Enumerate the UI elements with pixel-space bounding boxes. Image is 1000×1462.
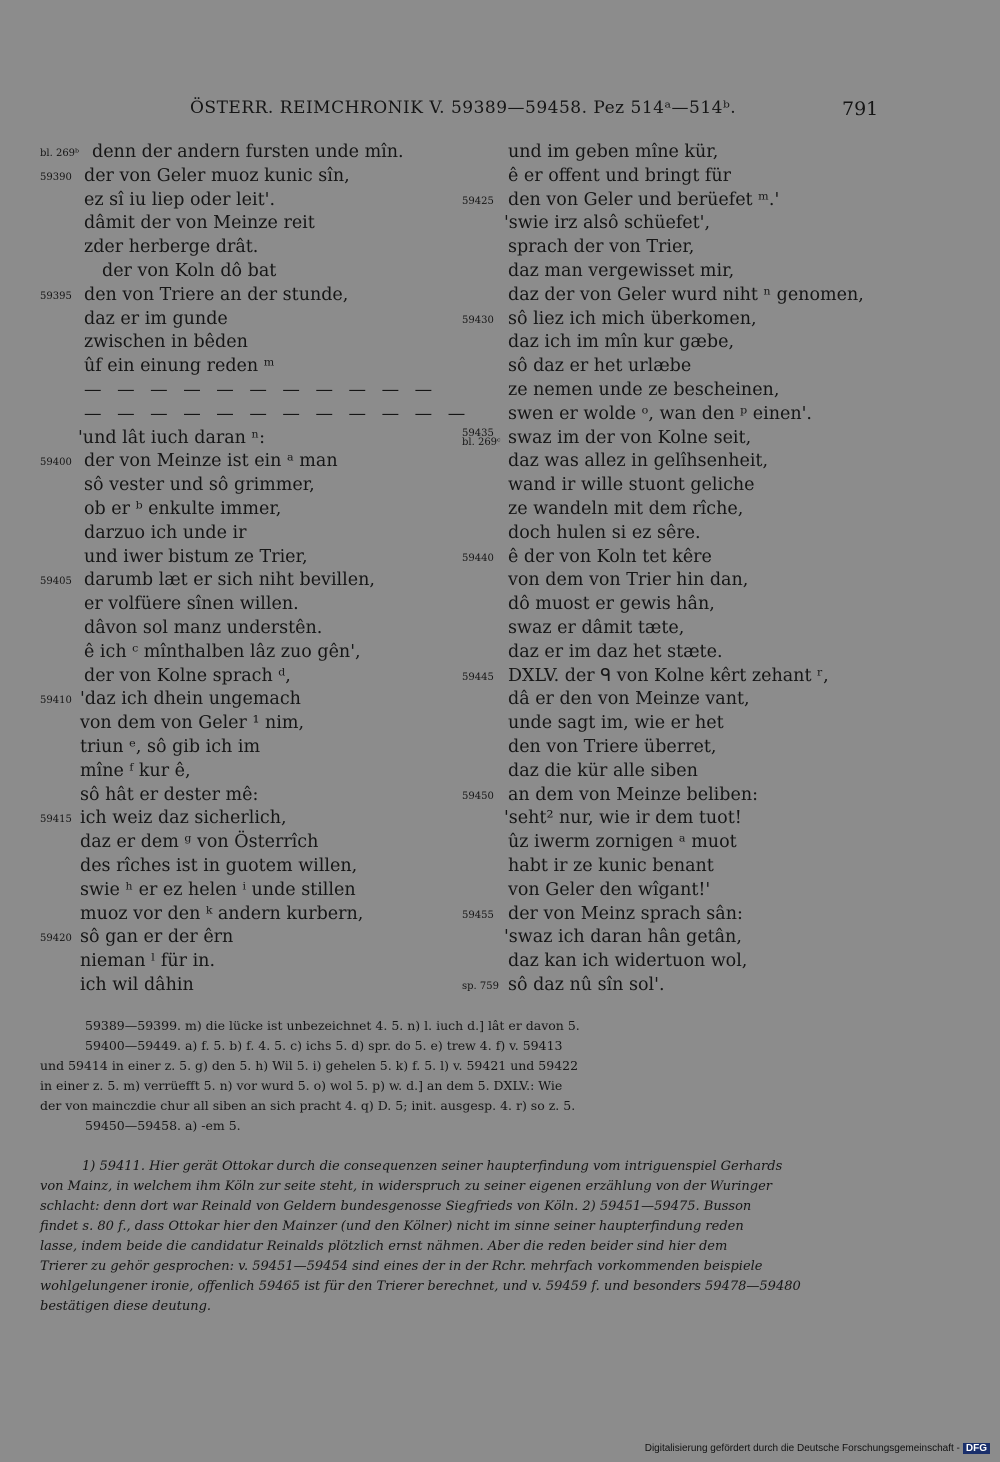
verse-text: 'daz ich dhein ungemach — [80, 689, 301, 710]
line-number: 59430 — [462, 314, 494, 326]
verse-text: 'swaz ich daran hân getân, — [504, 927, 742, 948]
verse-line — [462, 379, 892, 403]
verse-line — [462, 831, 892, 855]
verse-text: von dem von Geler ¹ nim, — [80, 713, 305, 734]
verse-line — [462, 807, 892, 831]
verse-line — [40, 522, 460, 546]
verse-line — [40, 212, 460, 236]
verse-text: ê ich ᶜ mînthalben lâz zuo gên', — [84, 641, 361, 662]
verse-line — [462, 450, 892, 474]
verse-line — [40, 403, 471, 427]
verse-line — [40, 831, 460, 855]
verse-line — [40, 236, 460, 260]
verse-text: sô liez ich mich überkomen, — [508, 308, 757, 329]
line-number: 59455 — [462, 909, 494, 921]
verse-text: daz die kür alle siben — [508, 760, 698, 781]
verse-text: der von Meinze ist ein ᵃ man — [84, 451, 338, 472]
verse-text: daz was allez in gelîhsenheit, — [508, 451, 769, 472]
verse-line — [462, 641, 892, 665]
verse-line — [40, 879, 460, 903]
line-number: 59445 — [462, 671, 494, 683]
verse-text: daz er im daz het stæte. — [508, 641, 723, 662]
verse-text: ûf ein einung reden ᵐ — [84, 356, 275, 377]
verse-text: daz der von Geler wurd niht ⁿ genomen, — [508, 284, 864, 305]
apparatus-line: in einer z. 5. m) verrüefft 5. n) vor wurd 5. o) wol 5. p) w. d.] an dem 5. DXLV.: Wie — [40, 1078, 563, 1093]
verse-line — [40, 641, 460, 665]
line-number: 59400 — [40, 457, 72, 469]
verse-text: sô daz er het urlæbe — [508, 356, 692, 377]
verse-line — [462, 308, 892, 332]
page-number: 791 — [842, 98, 879, 120]
verse-text: 'swie irz alsô schüefet', — [504, 213, 711, 234]
verse-line — [40, 308, 460, 332]
verse-line — [40, 450, 460, 474]
verse-text: daz man vergewisset mir, — [508, 260, 735, 281]
line-number: 59435 bl. 269ᶜ — [462, 427, 501, 448]
verse-line — [462, 760, 892, 784]
verse-line — [40, 189, 460, 213]
apparatus-line: 59389—59399. m) die lücke ist unbezeichnet 4. 5. n) l. iuch d.] lât er davon 5. — [85, 1018, 580, 1033]
verse-text: ûz iwerm zornigen ᵃ muot — [508, 832, 737, 853]
note-line: findet s. 80 f., dass Ottokar hier den Mainzer (und den Kölner) nicht im sinne seiner haupterfindung reden — [40, 1219, 744, 1234]
apparatus-line: und 59414 in einer z. 5. g) den 5. h) Wil 5. i) gehelen 5. k) f. 5. l) v. 59421 und 59422 — [40, 1058, 579, 1073]
verse-line — [462, 260, 892, 284]
verse-line — [40, 498, 460, 522]
verse-text: ob er ᵇ enkulte immer, — [84, 498, 282, 519]
line-number: 59420 — [40, 933, 72, 945]
verse-line — [40, 284, 460, 308]
verse-text: den von Triere überret, — [508, 736, 717, 757]
verse-line — [462, 355, 892, 379]
verse-text: von dem von Trier hin dan, — [508, 570, 749, 591]
verse-line — [40, 379, 460, 403]
verse-text: dâmit der von Meinze reit — [84, 213, 315, 234]
verse-text: ê der von Koln tet kêre — [508, 546, 712, 567]
verse-line — [40, 807, 460, 831]
verse-line — [40, 355, 460, 379]
verse-line — [40, 903, 460, 927]
verse-text: darzuo ich unde ir — [84, 522, 247, 543]
verse-line — [40, 474, 460, 498]
verse-line — [462, 903, 892, 927]
verse-text: daz ich im mîn kur gæbe, — [508, 332, 735, 353]
verse-line — [40, 617, 460, 641]
verse-text: — — — — — — — — — — — — [84, 379, 438, 400]
folio-mark: bl. 269ᶜ — [462, 436, 501, 448]
verse-text: von Geler den wîgant!' — [508, 879, 711, 900]
verse-line — [462, 855, 892, 879]
line-number: 59440 — [462, 552, 494, 564]
verse-text: ez sî iu liep oder leit'. — [84, 189, 276, 210]
digitization-footer — [645, 1443, 990, 1454]
line-number: 59390 — [40, 171, 72, 183]
verse-line — [40, 736, 460, 760]
verse-text: mîne ᶠ kur ê, — [80, 760, 191, 781]
line-number: sp. 759 — [462, 980, 499, 992]
verse-text: daz er dem ᵍ von Österrîch — [80, 832, 319, 853]
verse-line — [40, 569, 460, 593]
apparatus-line: der von mainczdie chur all siben an sich pracht 4. q) D. 5; init. ausgesp. 4. r) so z. 5. — [40, 1098, 576, 1113]
note-line: lasse, indem beide die candidatur Reinalds plötzlich ernst nähmen. Aber die reden beider sind hier dem — [40, 1239, 728, 1254]
verse-line — [462, 284, 892, 308]
verse-line — [40, 427, 460, 451]
verse-line — [462, 784, 892, 808]
verse-text: an dem von Meinze beliben: — [508, 784, 758, 805]
verse-text: triun ᵉ, sô gib ich im — [80, 736, 261, 757]
note-line: schlacht: denn dort war Reinald von Geldern bundesgenosse Siegfrieds von Köln. 2) 59451—59475. Busson — [40, 1199, 752, 1214]
verse-text: dô muost er gewis hân, — [508, 594, 715, 615]
explanatory-notes — [40, 1157, 870, 1317]
verse-text: swaz er dâmit tæte, — [508, 617, 685, 638]
line-number: 59405 — [40, 576, 72, 588]
verse-column-left — [40, 141, 471, 998]
verse-text: der von Meinz sprach sân: — [508, 903, 743, 924]
verse-line — [40, 593, 460, 617]
verse-text: unde sagt im, wie er het — [508, 713, 724, 734]
running-header: ÖSTERR. REIMCHRONIK V. 59389—59458. Pez 514ᵃ—514ᵇ. — [190, 98, 737, 118]
verse-text: und iwer bistum ze Trier, — [84, 546, 308, 567]
verse-line — [40, 950, 460, 974]
apparatus-line: 59400—59449. a) f. 5. b) f. 4. 5. c) ichs 5. d) spr. do 5. e) trew 4. f) v. 59413 — [85, 1038, 563, 1053]
verse-line — [462, 712, 892, 736]
verse-column-right — [462, 141, 892, 998]
verse-line — [40, 784, 460, 808]
verse-text: er volfüere sînen willen. — [84, 594, 299, 615]
verse-text: darumb læt er sich niht bevillen, — [84, 570, 375, 591]
verse-line — [462, 736, 892, 760]
line-number: 59450 — [462, 790, 494, 802]
verse-text: swen er wolde ᵒ, wan den ᵖ einen'. — [508, 403, 812, 424]
verse-text: swaz im der von Kolne seit, — [508, 427, 752, 448]
verse-text: sô hât er dester mê: — [80, 784, 259, 805]
apparatus-line: 59450—59458. a) -em 5. — [85, 1118, 241, 1133]
verse-line — [462, 569, 892, 593]
note-line: wohlgelungener ironie, offenlich 59465 ist für den Trierer berechnet, und v. 59459 f. und besonders 59478—59480 — [40, 1279, 801, 1294]
verse-line — [462, 212, 892, 236]
verse-text: ich wil dâhin — [80, 974, 194, 995]
verse-line — [462, 617, 892, 641]
verse-text: ich weiz daz sicherlich, — [80, 808, 287, 829]
verse-text: sô vester und sô grimmer, — [84, 475, 315, 496]
verse-line — [40, 712, 460, 736]
line-number: 59415 — [40, 814, 72, 826]
verse-text: DXLV. der ᑫ von Kolne kêrt zehant ʳ, — [508, 665, 829, 686]
verse-text: der von Kolne sprach ᵈ, — [84, 665, 291, 686]
verse-text: daz kan ich widertuon wol, — [508, 951, 748, 972]
verse-text: des rîches ist in guotem willen, — [80, 855, 358, 876]
note-line: von Mainz, in welchem ihm Köln zur seite steht, in widerspruch zu seiner eigenen erzählung von der Wuringer — [40, 1179, 772, 1194]
verse-line — [40, 260, 460, 284]
verse-line — [462, 403, 892, 427]
line-number: 59395 — [40, 290, 72, 302]
verse-line — [462, 427, 892, 451]
verse-line — [462, 474, 892, 498]
verse-line — [40, 760, 460, 784]
verse-text: und im geben mîne kür, — [508, 142, 719, 162]
line-number: bl. 269ᵇ — [40, 148, 80, 159]
verse-line — [40, 141, 460, 165]
line-number: 59425 — [462, 195, 494, 207]
verse-line — [462, 593, 892, 617]
verse-text: dâvon sol manz understên. — [84, 617, 323, 638]
verse-text: der von Koln dô bat — [102, 260, 277, 281]
verse-line — [462, 141, 892, 165]
verse-line — [462, 236, 892, 260]
verse-text: muoz vor den ᵏ andern kurbern, — [80, 903, 364, 924]
verse-text: dâ er den von Meinze vant, — [508, 689, 750, 710]
verse-line — [40, 546, 460, 570]
verse-line — [462, 331, 892, 355]
verse-text: habt ir ze kunic benant — [508, 855, 714, 876]
verse-text: sô daz nû sîn sol'. — [508, 974, 665, 995]
note-line: bestätigen diese deutung. — [40, 1299, 212, 1314]
verse-line — [40, 926, 460, 950]
verse-text: doch hulen si ez sêre. — [508, 522, 701, 543]
verse-text: sprach der von Trier, — [508, 237, 695, 258]
verse-text: den von Geler und berüefet ᵐ.' — [508, 189, 780, 210]
verse-line — [462, 688, 892, 712]
footer-text: Digitalisierung gefördert durch die Deutsche Forschungsgemeinschaft - — [644, 1443, 960, 1454]
verse-text: — — — — — — — — — — — — — [84, 403, 471, 424]
verse-text: zder herberge drât. — [84, 237, 259, 258]
verse-line — [462, 974, 892, 998]
verse-line — [40, 855, 460, 879]
verse-line — [40, 688, 460, 712]
note-line: 1) 59411. Hier gerät Ottokar durch die consequenzen seiner haupterfindung vom intriguenspiel Gerhards — [82, 1159, 783, 1174]
verse-line — [462, 498, 892, 522]
verse-text: swie ʰ er ez helen ⁱ unde stillen — [80, 879, 356, 900]
verse-text: ze wandeln mit dem rîche, — [508, 498, 744, 519]
verse-line — [462, 950, 892, 974]
verse-line — [462, 879, 892, 903]
verse-line — [40, 165, 460, 189]
critical-apparatus — [40, 1016, 870, 1136]
verse-text: denn der andern fursten unde mîn. — [92, 142, 404, 162]
verse-line — [40, 665, 460, 689]
verse-text: nieman ˡ für in. — [80, 951, 216, 972]
note-line: Trierer zu gehör gesprochen: v. 59451—59454 sind eines der in der Rchr. mehrfach vorkommenden beispiele — [40, 1259, 763, 1274]
verse-text: wand ir wille stuont geliche — [508, 475, 755, 496]
verse-text: ze nemen unde ze bescheinen, — [508, 379, 780, 400]
verse-line — [40, 331, 460, 355]
verse-line — [40, 974, 460, 998]
verse-text: 'seht² nur, wie ir dem tuot! — [504, 808, 742, 829]
line-number: 59410 — [40, 695, 72, 707]
verse-line — [462, 165, 892, 189]
verse-text: der von Geler muoz kunic sîn, — [84, 165, 350, 186]
verse-text: daz er im gunde — [84, 308, 228, 329]
verse-text: 'und lât iuch daran ⁿ: — [78, 427, 265, 448]
verse-line — [462, 189, 892, 213]
verse-text: zwischen in bêden — [84, 332, 248, 353]
verse-line — [462, 665, 892, 689]
verse-text: sô gan er der êrn — [80, 927, 234, 948]
verse-line — [462, 522, 892, 546]
verse-text: ê er offent und bringt für — [508, 165, 732, 186]
verse-line — [462, 546, 892, 570]
verse-line — [462, 926, 892, 950]
verse-text: den von Triere an der stunde, — [84, 284, 349, 305]
dfg-logo: DFG — [963, 1443, 990, 1454]
